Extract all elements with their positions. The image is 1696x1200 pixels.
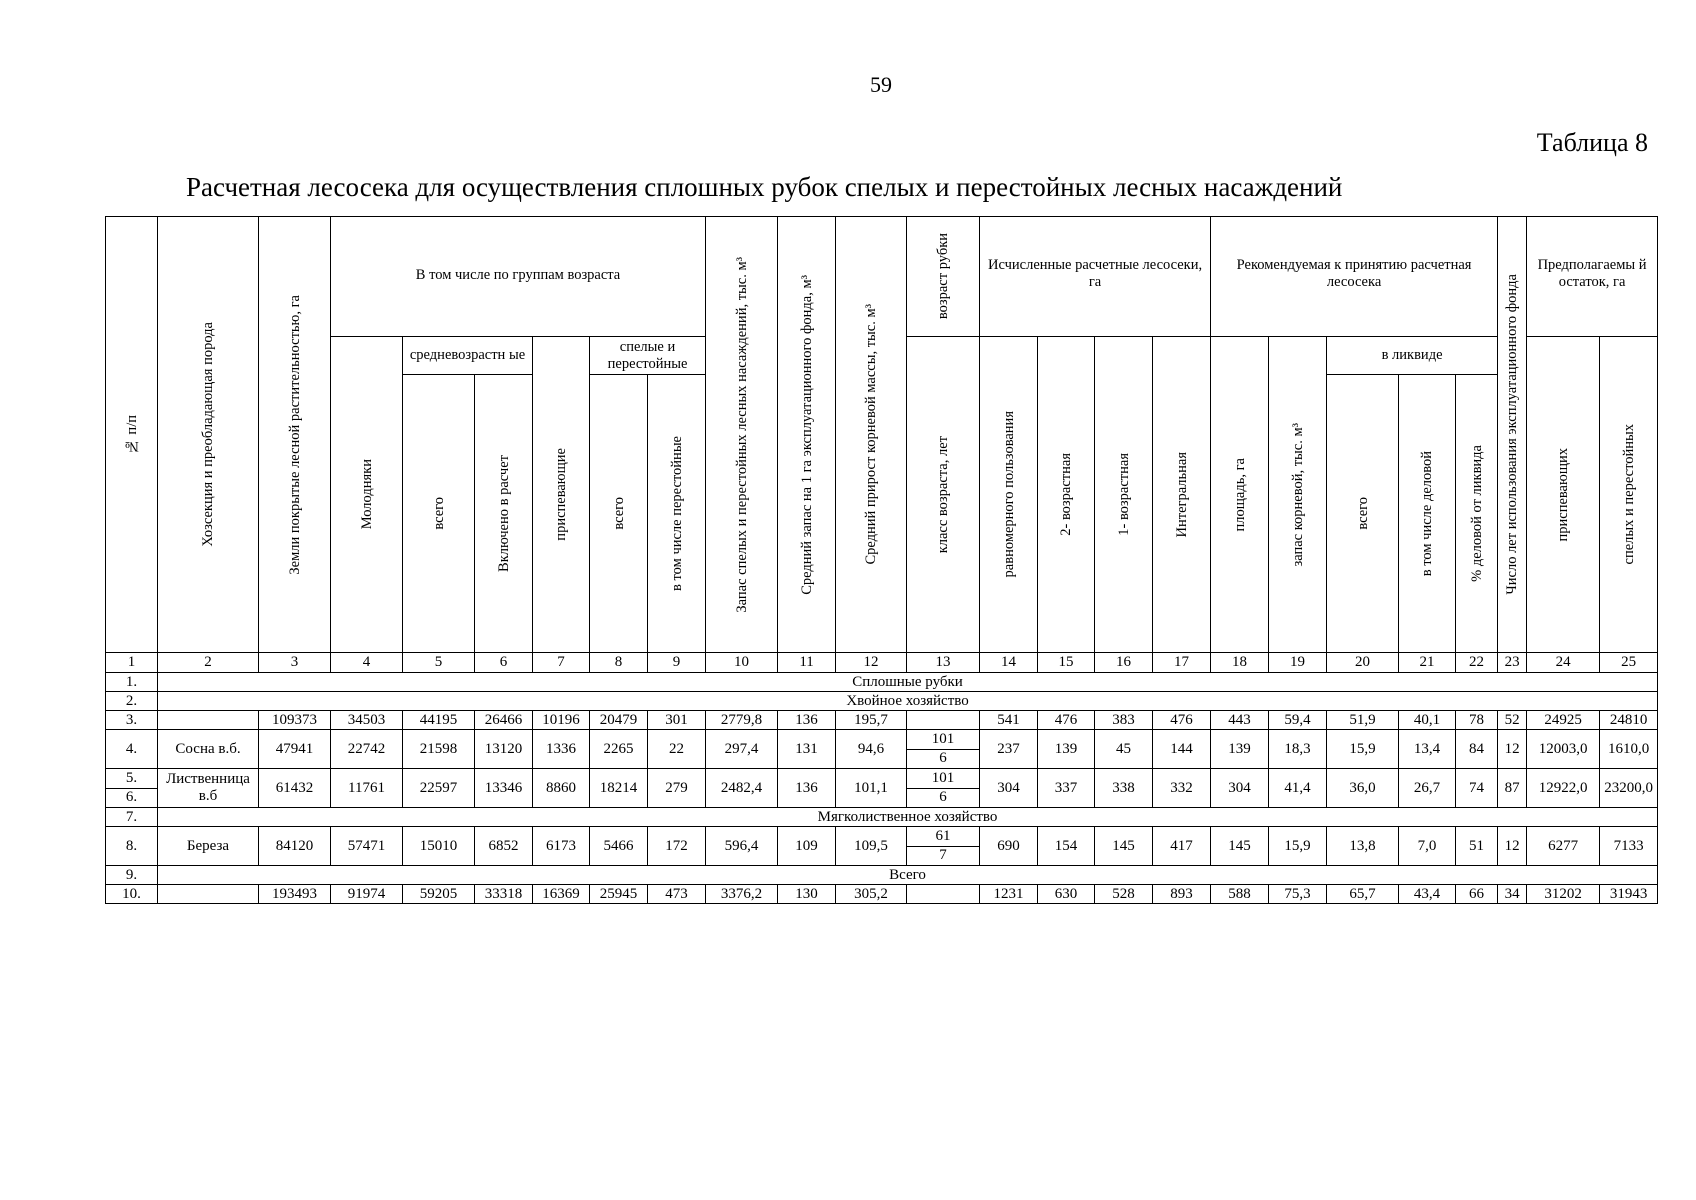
table-cell: 195,7 <box>836 711 907 730</box>
species-cell: Береза <box>158 827 259 866</box>
table-cell: 61432 <box>259 769 331 808</box>
column-number: 11 <box>778 653 836 673</box>
table-cell: 417 <box>1153 827 1211 866</box>
table-cell: 34503 <box>331 711 403 730</box>
table-cell: 57471 <box>331 827 403 866</box>
table-cell: 59205 <box>403 885 475 904</box>
table-cell: 337 <box>1038 769 1095 808</box>
table-cell: 12003,0 <box>1527 730 1600 769</box>
table-label: Таблица 8 <box>1536 128 1648 157</box>
table-cell: 136 <box>778 711 836 730</box>
species-cell <box>158 711 259 730</box>
table-cell: 304 <box>1211 769 1269 808</box>
header-col-22: % деловой от ликвида <box>1456 375 1498 653</box>
header-mature: спелые и перестойные <box>590 337 706 375</box>
table-cell: 51,9 <box>1327 711 1399 730</box>
table-cell: 541 <box>980 711 1038 730</box>
page-number: 59 <box>870 72 892 97</box>
table-cell: 193493 <box>259 885 331 904</box>
table-row <box>106 885 1658 904</box>
table-cell <box>907 711 980 730</box>
table-cell: 131 <box>778 730 836 769</box>
table-cell: 22742 <box>331 730 403 769</box>
table-cell: 109373 <box>259 711 331 730</box>
table-cell: 13346 <box>475 769 533 808</box>
table-cell: 304 <box>980 769 1038 808</box>
table-cell: 130 <box>778 885 836 904</box>
table-cell: 15,9 <box>1327 730 1399 769</box>
table-cell: 22597 <box>403 769 475 808</box>
table-cell: 36,0 <box>1327 769 1399 808</box>
table-cell: 15010 <box>403 827 475 866</box>
table-cell: 8860 <box>533 769 590 808</box>
table-cell: 297,4 <box>706 730 778 769</box>
header-row-1 <box>106 217 1658 337</box>
table-cell: 596,4 <box>706 827 778 866</box>
column-number: 15 <box>1038 653 1095 673</box>
header-col-12: Средний прирост корневой массы, тыс. м³ <box>836 217 907 653</box>
header-col-17: Интегральная <box>1153 337 1211 653</box>
header-col-23: Число лет использования эксплуатационного фонда <box>1498 217 1527 653</box>
age-class-fraction: 101 6 <box>907 730 980 769</box>
table-cell: 139 <box>1038 730 1095 769</box>
table-cell: 5466 <box>590 827 648 866</box>
table-cell: 65,7 <box>1327 885 1399 904</box>
table-cell: 18214 <box>590 769 648 808</box>
table-cell: 383 <box>1095 711 1153 730</box>
header-col-13: класс возраста, лет <box>907 337 980 653</box>
table-cell: 301 <box>648 711 706 730</box>
header-recommended: Рекомендуемая к принятию расчетная лесосека <box>1211 217 1498 337</box>
table-cell: 12922,0 <box>1527 769 1600 808</box>
table-cell: 31943 <box>1600 885 1658 904</box>
header-col-18: площадь, га <box>1211 337 1269 653</box>
row-number: 10. <box>106 885 158 904</box>
column-number: 18 <box>1211 653 1269 673</box>
column-number: 14 <box>980 653 1038 673</box>
column-number: 17 <box>1153 653 1211 673</box>
table-cell: 26466 <box>475 711 533 730</box>
column-number: 7 <box>533 653 590 673</box>
header-col-14: равномерного пользования <box>980 337 1038 653</box>
header-col-2: Хозсекция и преобладающая порода <box>158 217 259 653</box>
table-cell: 1231 <box>980 885 1038 904</box>
table-cell: 12 <box>1498 730 1527 769</box>
column-number: 10 <box>706 653 778 673</box>
table-cell: 473 <box>648 885 706 904</box>
table-cell: 10196 <box>533 711 590 730</box>
age-class-fraction: 61 7 <box>907 827 980 866</box>
header-liquid: в ликвиде <box>1327 337 1498 375</box>
row-number: 9. <box>106 866 158 885</box>
header-col-24: приспевающих <box>1527 337 1600 653</box>
table-cell: 43,4 <box>1399 885 1456 904</box>
column-number: 23 <box>1498 653 1527 673</box>
table-cell: 237 <box>980 730 1038 769</box>
table-row <box>106 866 1658 885</box>
header-col-3: Земли покрытые лесной растительностью, га <box>259 217 331 653</box>
row-number: 3. <box>106 711 158 730</box>
header-col-25: спелых и перестойных <box>1600 337 1658 653</box>
table-row <box>106 827 1658 866</box>
table-cell: 45 <box>1095 730 1153 769</box>
section-label: Хвойное хозяйство <box>158 692 1658 711</box>
column-number: 6 <box>475 653 533 673</box>
table-cell <box>907 885 980 904</box>
table-cell: 13,4 <box>1399 730 1456 769</box>
document-title: Расчетная лесосека для осуществления сплошных рубок спелых и перестойных лесных насаждений <box>186 172 1343 202</box>
table-cell: 476 <box>1038 711 1095 730</box>
table-cell: 74 <box>1456 769 1498 808</box>
table-cell: 15,9 <box>1269 827 1327 866</box>
header-col-13-top: возраст рубки <box>907 217 980 337</box>
column-number: 2 <box>158 653 259 673</box>
species-cell: Лиственница в.б <box>158 769 259 808</box>
header-col-19: запас корневой, тыс. м³ <box>1269 337 1327 653</box>
table-cell: 12 <box>1498 827 1527 866</box>
table-cell: 144 <box>1153 730 1211 769</box>
header-remainder: Предполагаемы й остаток, га <box>1527 217 1658 337</box>
table-cell: 305,2 <box>836 885 907 904</box>
forest-cutting-table <box>105 216 1658 904</box>
header-col-1: № п/п <box>106 217 158 653</box>
table-cell: 332 <box>1153 769 1211 808</box>
header-col-7: приспевающие <box>533 337 590 653</box>
column-number: 3 <box>259 653 331 673</box>
table-cell: 6277 <box>1527 827 1600 866</box>
column-number: 24 <box>1527 653 1600 673</box>
column-number: 1 <box>106 653 158 673</box>
table-cell: 16369 <box>533 885 590 904</box>
table-cell: 338 <box>1095 769 1153 808</box>
table-cell: 23200,0 <box>1600 769 1658 808</box>
table-cell: 1336 <box>533 730 590 769</box>
header-col-15: 2- возрастная <box>1038 337 1095 653</box>
table-row <box>106 730 1658 769</box>
column-number: 22 <box>1456 653 1498 673</box>
table-cell: 1610,0 <box>1600 730 1658 769</box>
table-cell: 75,3 <box>1269 885 1327 904</box>
table-cell: 145 <box>1095 827 1153 866</box>
table-cell: 91974 <box>331 885 403 904</box>
table-cell: 690 <box>980 827 1038 866</box>
header-col-10: Запас спелых и перестойных лесных насаждений, тыс. м³ <box>706 217 778 653</box>
header-col-11: Средний запас на 1 га эксплуатационного фонда, м³ <box>778 217 836 653</box>
section-label: Мягколиственное хозяйство <box>158 808 1658 827</box>
row-number: 1. <box>106 673 158 692</box>
table-cell: 51 <box>1456 827 1498 866</box>
table-cell: 11761 <box>331 769 403 808</box>
table-cell: 7133 <box>1600 827 1658 866</box>
table-cell: 109,5 <box>836 827 907 866</box>
table-cell: 109 <box>778 827 836 866</box>
table-cell: 34 <box>1498 885 1527 904</box>
table-cell: 145 <box>1211 827 1269 866</box>
column-number: 5 <box>403 653 475 673</box>
table-cell: 13120 <box>475 730 533 769</box>
table-cell: 22 <box>648 730 706 769</box>
header-col-20: всего <box>1327 375 1399 653</box>
table-cell: 24810 <box>1600 711 1658 730</box>
table-cell: 87 <box>1498 769 1527 808</box>
header-col-21: в том числе деловой <box>1399 375 1456 653</box>
header-calculated: Исчисленные расчетные лесосеки, га <box>980 217 1211 337</box>
table-cell: 78 <box>1456 711 1498 730</box>
table-cell: 6173 <box>533 827 590 866</box>
column-number: 8 <box>590 653 648 673</box>
header-middle-aged: средневозрастн ые <box>403 337 533 375</box>
table-cell: 52 <box>1498 711 1527 730</box>
table-cell: 25945 <box>590 885 648 904</box>
column-number: 20 <box>1327 653 1399 673</box>
row-number: 2. <box>106 692 158 711</box>
table-cell: 20479 <box>590 711 648 730</box>
table-cell: 2482,4 <box>706 769 778 808</box>
table-cell: 528 <box>1095 885 1153 904</box>
table-cell: 84120 <box>259 827 331 866</box>
column-number: 9 <box>648 653 706 673</box>
section-label: Всего <box>158 866 1658 885</box>
table-row <box>106 673 1658 692</box>
table-cell: 41,4 <box>1269 769 1327 808</box>
table-cell: 7,0 <box>1399 827 1456 866</box>
table-cell: 476 <box>1153 711 1211 730</box>
table-cell: 279 <box>648 769 706 808</box>
table-cell: 139 <box>1211 730 1269 769</box>
table-cell: 13,8 <box>1327 827 1399 866</box>
table-cell: 154 <box>1038 827 1095 866</box>
header-col-9: в том числе перестойные <box>648 375 706 653</box>
table-cell: 40,1 <box>1399 711 1456 730</box>
header-col-16: 1- возрастная <box>1095 337 1153 653</box>
header-col-8: всего <box>590 375 648 653</box>
table-cell: 84 <box>1456 730 1498 769</box>
species-cell: Сосна в.б. <box>158 730 259 769</box>
table-cell: 3376,2 <box>706 885 778 904</box>
header-col-5: всего <box>403 375 475 653</box>
table-cell: 66 <box>1456 885 1498 904</box>
row-number: 7. <box>106 808 158 827</box>
table-cell: 59,4 <box>1269 711 1327 730</box>
row-number: 4. <box>106 730 158 769</box>
column-number-row <box>106 653 1658 673</box>
species-cell <box>158 885 259 904</box>
table-cell: 2779,8 <box>706 711 778 730</box>
table-cell: 172 <box>648 827 706 866</box>
table-cell: 24925 <box>1527 711 1600 730</box>
table-cell: 136 <box>778 769 836 808</box>
table-cell: 26,7 <box>1399 769 1456 808</box>
table-cell: 18,3 <box>1269 730 1327 769</box>
table-cell: 443 <box>1211 711 1269 730</box>
table-cell: 588 <box>1211 885 1269 904</box>
header-age-groups: В том числе по группам возраста <box>331 217 706 337</box>
table-cell: 101,1 <box>836 769 907 808</box>
row-number-pair: 5. 6. <box>106 769 158 808</box>
table-cell: 33318 <box>475 885 533 904</box>
column-number: 19 <box>1269 653 1327 673</box>
row-number: 8. <box>106 827 158 866</box>
table-row <box>106 769 1658 808</box>
age-class-fraction: 101 6 <box>907 769 980 808</box>
header-col-6: Включено в расчет <box>475 375 533 653</box>
column-number: 12 <box>836 653 907 673</box>
table-cell: 6852 <box>475 827 533 866</box>
header-col-4: Молодняки <box>331 337 403 653</box>
table-cell: 44195 <box>403 711 475 730</box>
table-cell: 21598 <box>403 730 475 769</box>
table-row <box>106 808 1658 827</box>
column-number: 4 <box>331 653 403 673</box>
column-number: 25 <box>1600 653 1658 673</box>
table-cell: 31202 <box>1527 885 1600 904</box>
column-number: 21 <box>1399 653 1456 673</box>
table-row <box>106 711 1658 730</box>
table-row <box>106 692 1658 711</box>
table-cell: 2265 <box>590 730 648 769</box>
table-cell: 94,6 <box>836 730 907 769</box>
section-label: Сплошные рубки <box>158 673 1658 692</box>
column-number: 16 <box>1095 653 1153 673</box>
column-number: 13 <box>907 653 980 673</box>
table-cell: 630 <box>1038 885 1095 904</box>
table-cell: 893 <box>1153 885 1211 904</box>
table-cell: 47941 <box>259 730 331 769</box>
